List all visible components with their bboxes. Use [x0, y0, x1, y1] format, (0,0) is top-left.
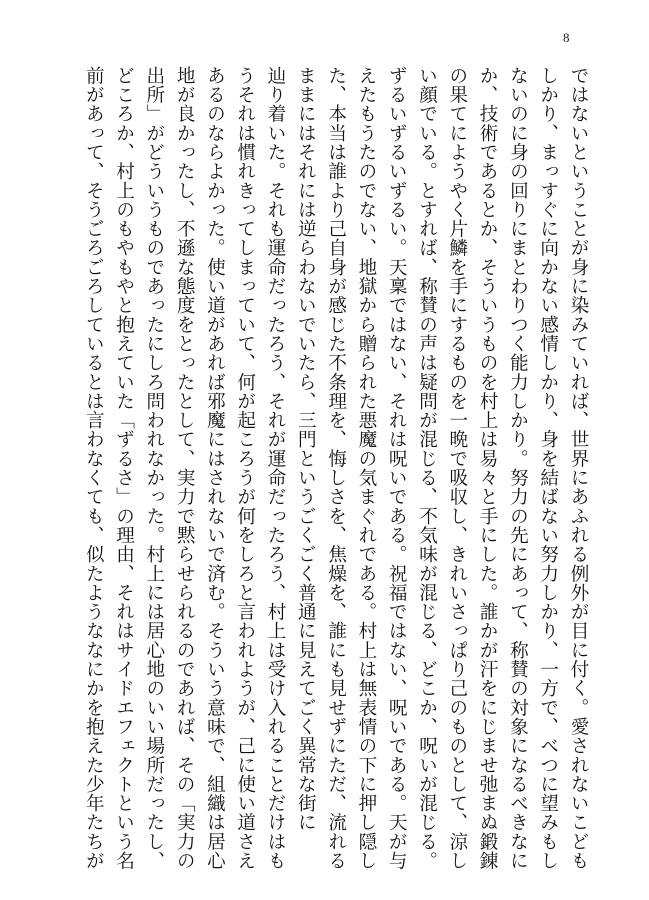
text-line: ないのに身の回りにまとわりつく能力しかり。努力の先にあって、称賛の対象になるべきなに — [507, 66, 529, 871]
text-line: い顔でいる。とすれば、称賛の声は疑問が混じる、不気味が混じる、どこか、呪いが混じる。 — [416, 66, 438, 871]
text-line: ままにはそれには逆らわないでいたら、三門というごくごく普通に見えてごく異常な街に — [295, 66, 317, 832]
text-line: えたもうたのでない、地獄から贈られた悪魔の気まぐれである。村上は無表情の下に押し隠し — [355, 66, 377, 871]
text-line: ずるいずるいずるい。天稟ではない、それは呪いである。祝福ではない、呪いである。天が与 — [386, 66, 408, 871]
body-text — [78, 66, 593, 871]
text-line: しかり、まっすぐに向かない感情しかり、身を結ばない努力しかり、一方で、べつに望みもし — [537, 66, 559, 871]
text-line: 地が良かったし、不遜な態度をとったとして、実力で黙らせられるのであれば、その「実力の — [174, 66, 196, 871]
text-line: か、技術であるとか、そういうものを村上は易々と手にした。誰かが汗をにじませ弛まぬ鍛錬 — [477, 66, 499, 871]
text-line: うそれは慣れきってしまっていて、何が起ころうが何をしろと言われようが、己に使い道さえ — [234, 66, 256, 871]
text-line: あるのならよかった。使い道があれば邪魔にはされないで済む。そういう意味で、組織は居心 — [204, 66, 226, 871]
text-line: の果てにようやく片鱗を手にするものを一晩で吸収し、きれいさっぱり己のものとして、涼し — [446, 66, 468, 871]
text-line: どころか、村上のもやもやと抱えていた「ずるさ」の理由、それはサイドエフェクトという名 — [113, 66, 135, 871]
text-line: 出所」がどういうものであったにしろ問われなかった。村上には居心地のいい場所だったし、 — [143, 66, 165, 871]
text-line: 辿り着いた。それも運命だったろう、それが運命だったろう、村上は受け入れることだけはも — [265, 66, 287, 871]
text-line: 前があって、そうごろごろしているとは言わなくても、似たようななにかを抱えた少年たちが — [83, 66, 105, 871]
text-line: ではないということが身に染みていれば、世界にあふれる例外が目に付く。愛されないこども — [568, 66, 589, 871]
page-number: 8 — [563, 30, 570, 45]
text-line: た、本当は誰より己自身が感じた不条理を、悔しさを、焦燥を、誰にも見せずにただ、流れる — [325, 66, 347, 871]
